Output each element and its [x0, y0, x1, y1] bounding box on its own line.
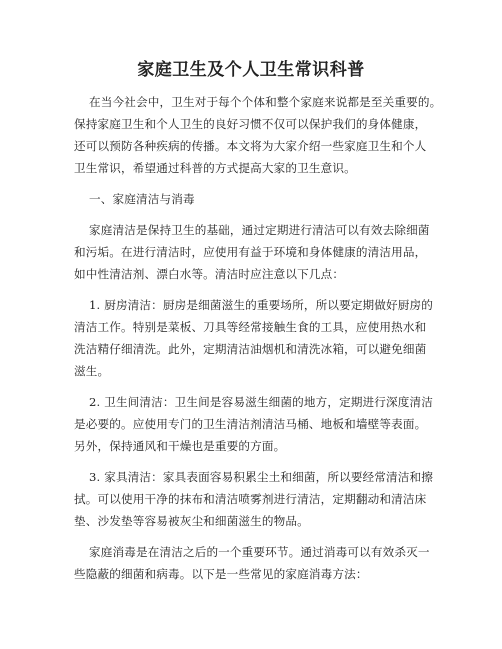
text-line: 洗洁精仔细清洗。此外，定期清洁油烟机和清洗冰箱，可以避免细菌 [74, 342, 427, 356]
text-line: 家庭消毒是在清洁之后的一个重要环节。通过消毒可以有效杀灭一 [89, 545, 430, 559]
text-line: 和污垢。在进行清洁时，应使用有益于环境和身体健康的清洁用品， [74, 245, 427, 259]
text-line: 还可以预防各种疾病的传播。本文将为大家介绍一些家庭卫生和个人 [74, 139, 427, 153]
text-line: 如中性清洁剂、漂白水等。清洁时应注意以下几点： [74, 267, 345, 281]
text-line: 在当今社会中，卫生对于每个个体和整个家庭来说都是至关重要的。 [89, 95, 442, 109]
text-line: 滋生。 [74, 364, 110, 378]
text-line: 些隐蔽的细菌和病毒。以下是一些常见的家庭消毒方法： [74, 567, 368, 581]
text-line: 垫、沙发垫等容易被灰尘和细菌滋生的物品。 [74, 514, 309, 528]
text-line: 1. 厨房清洁：厨房是细菌滋生的重要场所，所以要定期做好厨房的 [89, 298, 434, 312]
text-line: 2. 卫生间清洁：卫生间是容易滋生细菌的地方，定期进行深度清洁 [89, 395, 434, 409]
text-line: 卫生常识，希望通过科普的方式提高大家的卫生意识。 [74, 161, 356, 175]
text-line: 保持家庭卫生和个人卫生的良好习惯不仅可以保护我们的身体健康， [74, 117, 427, 131]
heading-line: 一、家庭清洁与消毒 [89, 192, 195, 206]
text-line: 拭。可以使用干净的抹布和清洁喷雾剂进行清洁，定期翻动和清洁床 [74, 492, 427, 506]
text-line: 3. 家具清洁：家具表面容易积累尘土和细菌，所以要经常清洁和擦 [89, 470, 434, 484]
text-line: 是必要的。应使用专门的卫生清洁剂清洁马桶、地板和墙壁等表面。 [74, 417, 427, 431]
text-line: 家庭清洁是保持卫生的基础，通过定期进行清洁可以有效去除细菌 [89, 223, 430, 237]
text-line: 清洁工作。特别是菜板、刀具等经常接触生食的工具，应使用热水和 [74, 320, 427, 334]
document-title: 家庭卫生及个人卫生常识科普 [137, 60, 365, 80]
text-line: 另外，保持通风和干燥也是重要的方面。 [74, 439, 286, 453]
